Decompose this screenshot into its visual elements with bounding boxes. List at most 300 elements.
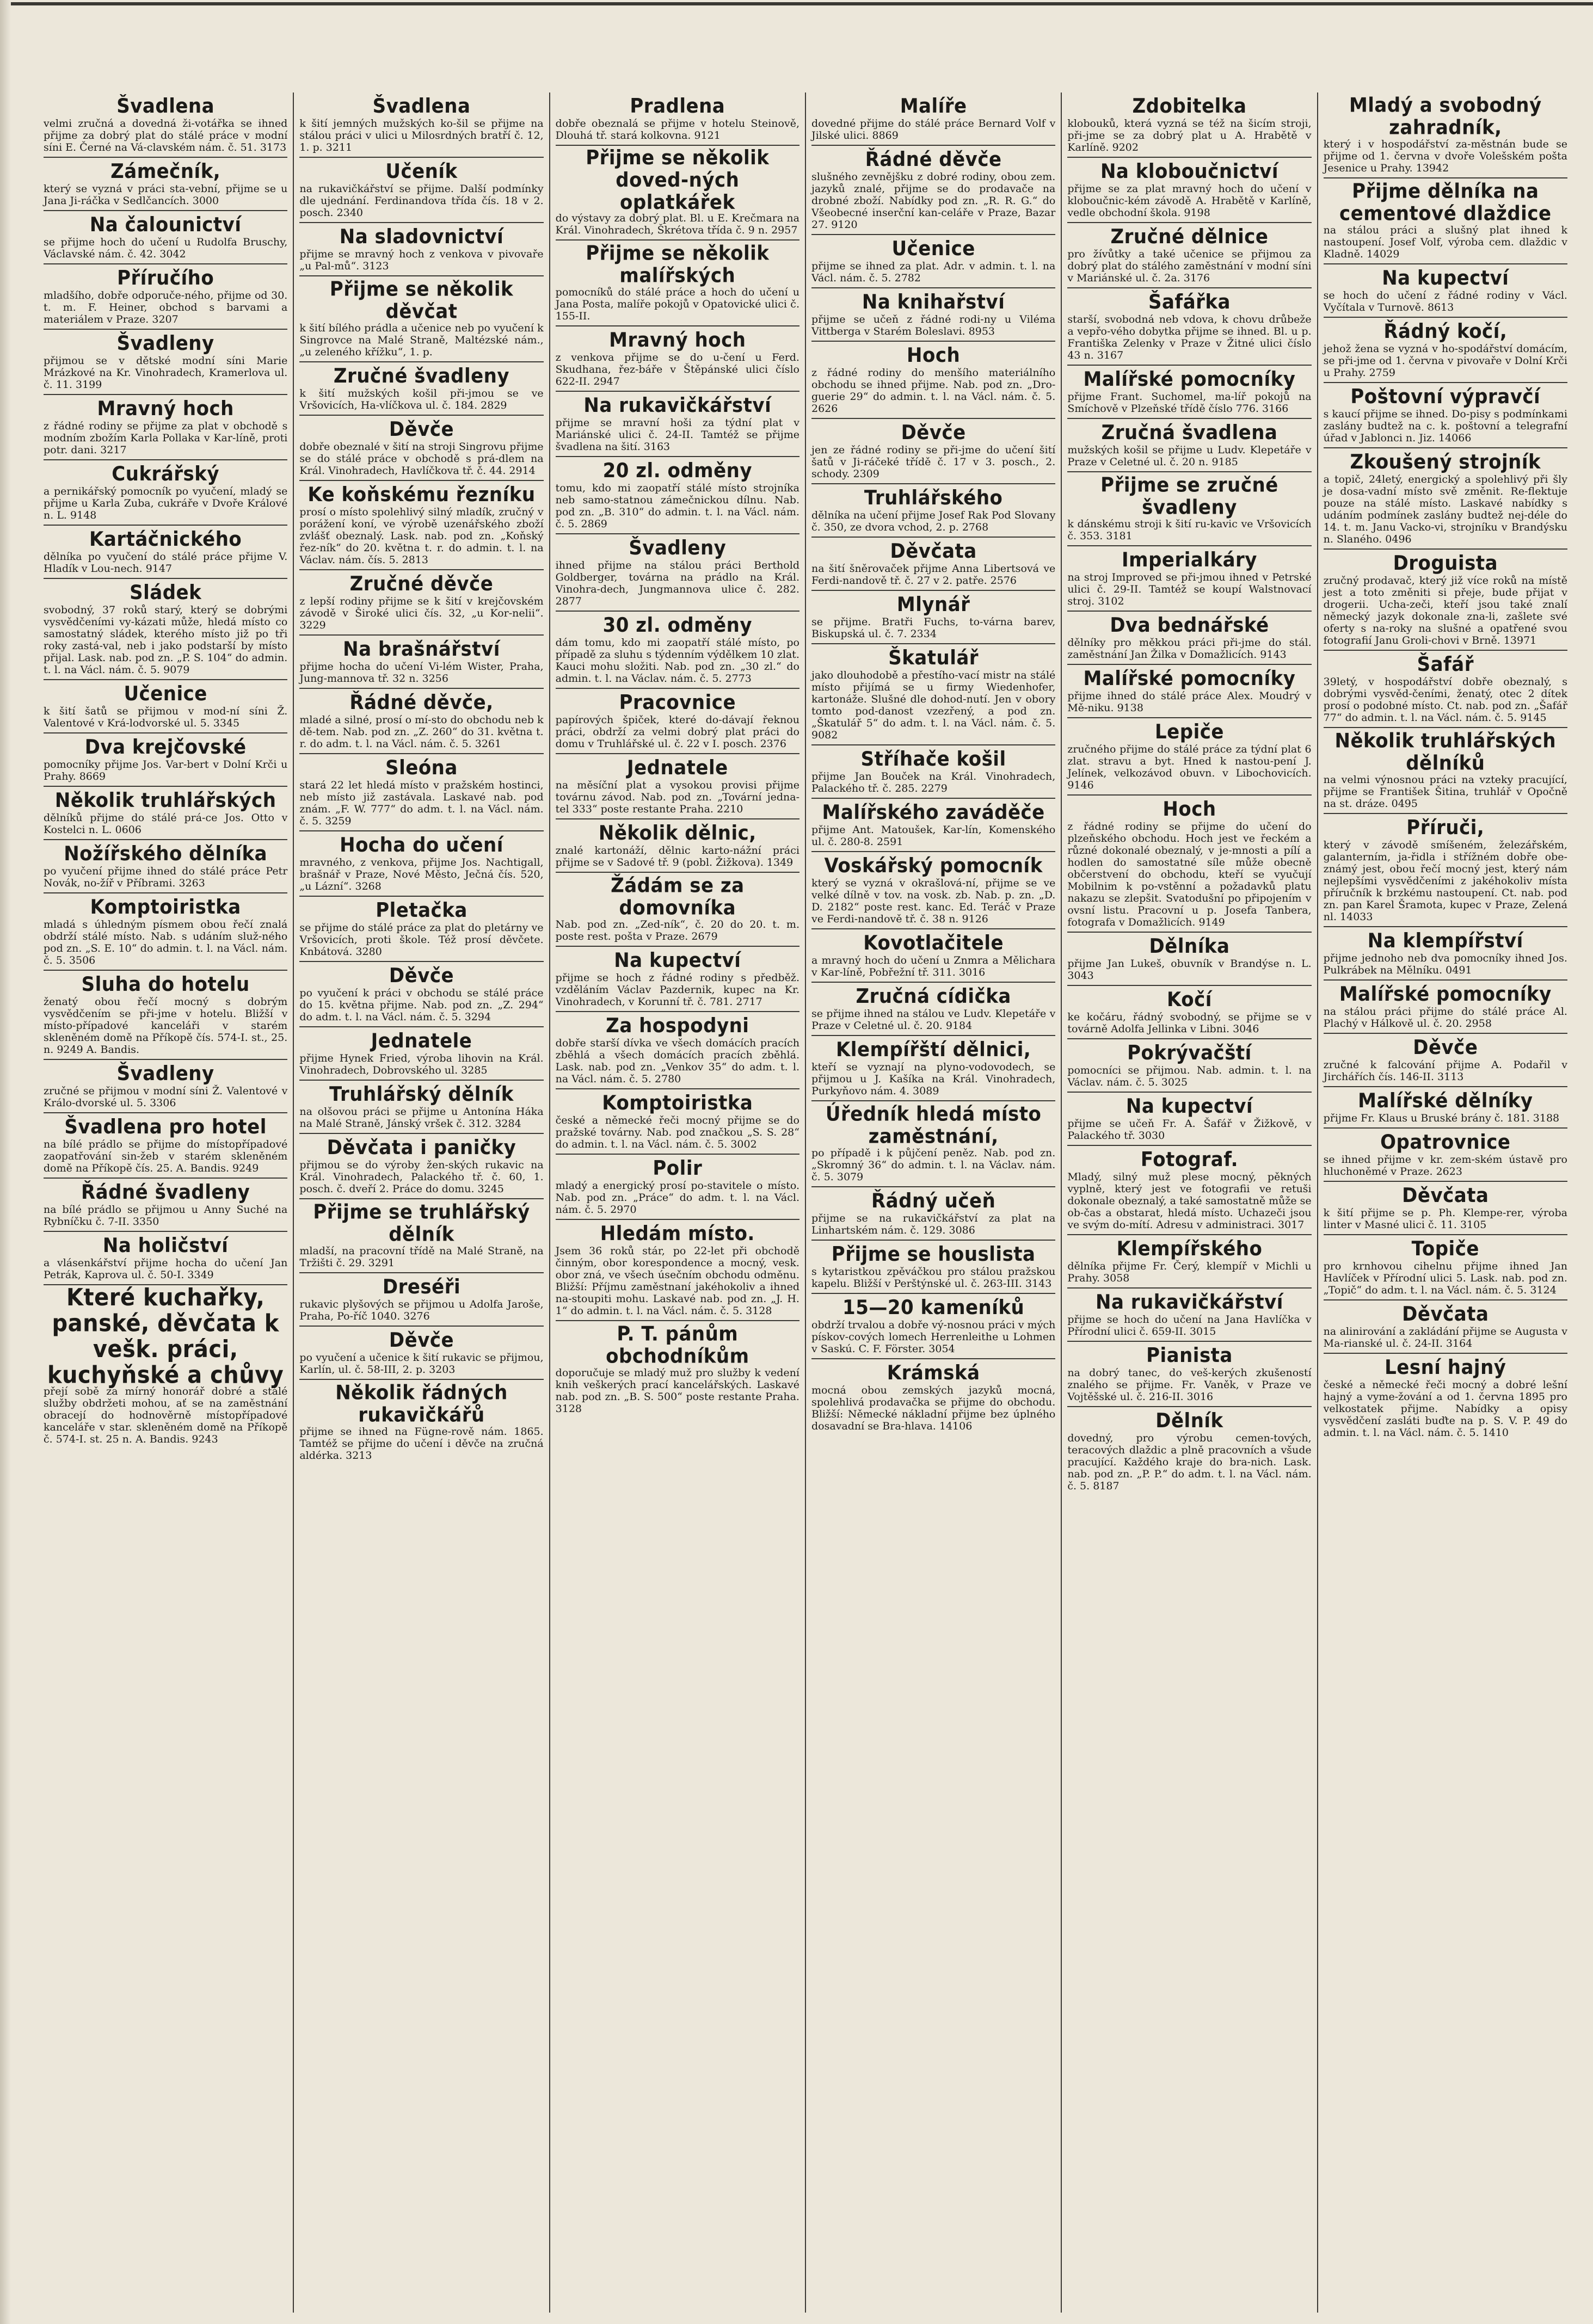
column-1 [38,93,293,2313]
classified-ad [1067,665,1311,718]
ad-body: starší, svobodná neb vdova, k chovu drůbeže a vepřo-vého dobytka přijme se ihned. Bl. u p. Františka Zelenky v Praze v Žitné ulici číslo 43 n. 3167 [1067,313,1312,361]
ad-body: mladší, na pracovní třídě na Malé Straně, na Tržišti č. 29. 3291 [299,1245,544,1269]
classified-ad [299,1327,543,1380]
classified-ad [1324,1034,1567,1087]
ad-heading: Přijme se několik děvčat [329,277,514,324]
ad-heading: Klempířského [1116,1237,1263,1261]
ad-body: přijme se učeň Fr. A. Šafář v Žižkově, v Palackého tř. 3030 [1067,1118,1312,1142]
ad-body: zručný prodavač, který již více roků na místě jest a toto změniti si přeje, bude přijat v drogerii. Ucha-zeči, kteří jsou také znalí německý jazyk dokonale zna-li, zašlete své oferty s na-roky na slušné a opatřené svou fotografií Janu Groli-chovi v Brně. 13971 [1323,575,1567,646]
ad-body: na měsíční plat a vysokou provisi přijme továrnu závod. Nab. pod zn. „Tovární jedna-tel 333“ poste restante Praha. 2210 [555,779,799,815]
ad-heading: Dělník [1155,1409,1223,1433]
ad-heading: Úředník hledá místo zaměstnání, [825,1102,1042,1149]
ad-body: pomocníky přijme Jos. Var-bert v Dolní Krči u Prahy. 8669 [44,759,288,782]
ad-body: dělníka přijme Fr. Čerý, klempíř v Michli u Prahy. 3058 [1067,1260,1312,1284]
classified-ad [1067,1289,1311,1342]
classified-ad [44,1285,287,1448]
ad-body: na alinirování a zakládání přijme se Augusta v Ma-rianské ul. č. 24-II. 3164 [1323,1326,1567,1349]
ad-body: přijme se ihned za plat. Adr. v admin. t. l. na Václ. nám. č. 5. 2782 [811,260,1056,284]
classified-ad [1067,1342,1311,1407]
ad-body: tomu, kdo mi zaopatří stálé místo strojníka neb samo-statnou zámečnickou dílnu. Nab. pod zn. „B. 310“ do admin. t. l. na Václ. nám. č. 5. 2869 [555,482,799,530]
classified-ad [1324,814,1567,927]
classified-ad [1324,927,1567,981]
ad-body: na rukavičkářství se přijme. Další podmínky dle ujednání. Ferdinandova třída čís. 18 v 2. posch. 2340 [299,183,544,219]
top-border-line [0,2,1593,5]
classified-ad [299,1273,543,1327]
ad-body: který v závodě smíšeném, železářském, galanterním, ja-řidla i střížném dobře obe-známý jest, obou řečí mocný jest, který nám nejlepšími vysvědčeními z jakéhokoliv místa příručník k brzkému nastoupení. Ct. nab. pod zn. pan Karel Šramota, kupec v Praze, Zelená nl. 14033 [1323,839,1567,923]
classified-ad [1067,796,1311,933]
ad-body: po vyučení k práci v obchodu se stálé práce do 15. května přijme. Nab. pod zn. „Z. 294“ do adm. t. l. na Václ. nám. č. 5. 3294 [299,987,544,1023]
ad-heading: Řádné děvče, [349,691,494,714]
ad-heading: Jednatele [371,1029,472,1053]
ad-heading: Zručné švadleny [333,364,510,388]
ad-body: do výstavy za dobrý plat. Bl. u E. Krečmara na Král. Vinohradech, Škrétova třída č. 9 n. 2957 [555,212,799,236]
classified-ad [299,158,543,223]
classified-ad [299,1199,543,1273]
classified-ad [44,1179,287,1232]
ad-body: se přijme hoch do učení u Rudolfa Bruschy, Václavské nám. č. 42. 3042 [44,236,288,260]
classified-ad [1324,264,1567,318]
ad-heading: Hoch [907,343,961,367]
classified-ad [556,392,799,457]
ad-body: zručného přijme do stálé práce za týdní plat 6 zlat. stravu a byt. Hned k nastou-pení J. Jelínek, velkozávod obuvn. v Libochovicích. 9146 [1067,743,1312,791]
ad-body: k šití jemných mužských ko-šil se přijme na stálou práci v ulici u Milosrdných bratří č. 12, 1. p. 3211 [299,118,544,153]
ad-body: přijme se hoch do učení na Jana Havlíčka v Přírodní ulici č. 659-II. 3015 [1067,1314,1312,1337]
ad-heading: Opatrovnice [1380,1130,1511,1154]
ad-heading: Sluha do hotelu [81,972,250,996]
classified-ad [44,1060,287,1113]
ad-body: Jsem 36 roků stár, po 22-let při obchodě činným, obor korespondence a mocný, vesk. obor zná, ve všech úsečním obchodu odměnu. Bližší: Příjmu zaměstnaní jakéhokoliv a ihned na-stoupiti mohu. Laskavé nab. pod zn. „J. H. 1“ do admin. t. l. na Václ. nám. č. 5. 3128 [555,1245,799,1317]
ad-heading: Příruči, [1406,816,1485,840]
ad-heading: Děvče [389,1328,454,1352]
classified-ad [44,264,287,330]
ad-heading: Pradlena [630,94,725,118]
ad-body: přijmou se do výroby žen-ských rukavic na Král. Vinohradech, Palackého tř. č. 60, 1. posch. č. dveří 2. Práce do domu. 3245 [299,1159,544,1195]
ad-heading: Na rukavičkářství [583,393,772,417]
ad-body: jehož žena se vyzná v ho-spodářství domácím, se při-jme od 1. června v pivovaře v Dolní Krči u Prahy. 2759 [1323,343,1567,379]
ad-heading: Učenice [891,237,975,261]
classified-ad [44,330,287,395]
ad-body: po vyučení přijme ihned do stálé práce Petr Novák, no-žíř v Příbrami. 3263 [44,865,288,889]
ad-heading: Učeník [385,159,458,183]
classified-ad [1067,1093,1311,1146]
ad-heading: Děvče [901,421,966,445]
classified-ad [299,1027,543,1081]
ad-body: ihned přijme na stálou práci Berthold Goldberger, továrna na prádlo na Král. Vinohra-dech, Jungmannova ulice č. 282. 2877 [555,559,799,607]
ad-body: znalé kartonáží, dělnic karto-nážní práci přijme se v Sadové tř. 9 (pobl. Žižkova). 1349 [555,844,799,868]
ad-heading: Stříhače košil [860,747,1006,771]
classified-ad [811,929,1055,983]
ad-body: klobouků, která vyzná se též na šicím stroji, při-jme se za dobrý plat u A. Hrabětě v Karlíně. 9202 [1067,118,1312,153]
ad-heading: Fotograf. [1140,1148,1239,1172]
ad-body: který se vyzná v okrašlová-ní, přijme se ve velké dílně v tov. na vosk. zb. Nab. p. zn. „D. D. 2182“ poste rest. kanc. Ed. Teráč v Praze ve Ferdi-nandově tř. č. 38 n. 9126 [811,877,1056,925]
ad-heading: Hledám místo. [600,1222,755,1246]
classified-ad [811,983,1055,1036]
ad-body: stará 22 let hledá místo v pražském hostinci, neb místo již zastávala. Laskavé nab. pod znám. „F. W. 777“ do adm. t. l. na Václ. nám. č. 5. 3259 [299,779,544,827]
ad-heading: Cukrářský [112,462,220,486]
classified-ad [1324,550,1567,651]
ad-heading: Topiče [1411,1237,1479,1261]
ad-heading: Škatulář [888,646,979,670]
ad-body: zručné se přijmou v modní síni Ž. Valentové v Králo-dvorské ul. 5. 3306 [44,1085,288,1109]
ad-heading: Kartáčnického [89,527,242,551]
classified-ad [44,840,287,893]
ad-body: slušného zevnějšku z dobré rodiny, obou zem. jazyků znalé, přijme se do prodavače na drobné zboží. Nabídky pod zn. „R. R. G.“ do Všeobecné inserční kan-celáře v Praze, Bazar 27. 9120 [811,171,1056,231]
ad-heading: Pracovnice [619,691,736,714]
classified-ad [811,1036,1055,1101]
ad-heading: Malířského zaváděče [822,800,1045,824]
ad-body: přijme ihned do stálé práce Alex. Moudrý v Mě-niku. 9138 [1067,690,1312,714]
ad-body: české a německé řeči mocný přijme se do pražské továrny. Nab. pod značkou „S. S. 28“ do admin. t. l. na Václ. nám. č. 5. 3002 [555,1114,799,1150]
ad-heading: Několik truhlářských [54,788,276,812]
classified-ad [556,457,799,534]
ad-body: na bílé prádlo se přijmou u Anny Suché na Rybníčku č. 7-II. 3350 [44,1204,288,1228]
ad-heading: Mlynář [896,593,970,617]
classified-ad [299,831,543,897]
ad-heading: Šafář [1417,652,1474,676]
ad-body: Mladý, silný muž plese mocný, pěkných vyplně, který jest ve fotografii ve retuši dokonale obeznalý, a také samostatně může se ob-čas a obstarat, hledá místo. Uchazeči jsou ve svým do-mítí. Adresu v administraci. 3017 [1067,1171,1312,1231]
ad-body: přijme Jan Bouček na Král. Vinohradech, Palackého tř. č. 285. 2279 [811,770,1056,794]
ad-heading: Nožířského dělníka [64,842,268,866]
ad-body: jen ze řádné rodiny se při-jme do učení šití šatů v Ji-ráčeké třídě č. 17 v 3. posch., 2. schody. 2309 [811,444,1056,480]
ad-body: papírových špiček, které do-dávají řeknou práci, obdrží za velmi dobrý plat práci do domu v Truhlářské ul. č. 22 v I. posch. 2376 [555,714,799,750]
classified-ad [811,799,1055,852]
ad-body: na šití šněrovaček přijme Anna Libertsová ve Ferdi-nandově tř. č. 27 v 2. patře. 2576 [811,563,1056,587]
ad-heading: Sládek [130,581,202,605]
classified-ad [299,362,543,416]
classified-ad [299,1134,543,1199]
ad-body: mocná obou zemských jazyků mocná, spolehlivá prodavačka se přijme do obchodu. Bližší: Německé nákladní přijme bez úplného dosavadní se Bra-hlava. 14106 [811,1384,1056,1432]
ad-heading: Sleóna [385,756,458,780]
ad-body: na stálou práci a slušný plat ihned k nastoupení. Josef Volf, výroba cem. dlaždic v Kladně. 14029 [1323,224,1567,260]
ad-heading: Poštovní výpravčí [1350,385,1541,409]
ad-heading: Řádný učeň [871,1189,996,1213]
ad-heading: Na klempířství [1367,929,1523,953]
ad-heading: Děvčata i paničky [327,1136,516,1160]
ad-heading: Polir [653,1156,703,1180]
classified-ad [811,852,1055,929]
ad-heading: Mravný hoch [609,328,746,352]
ad-heading: Přijme se truhlářský dělník [313,1200,530,1247]
ad-heading: Dreséři [382,1275,461,1299]
classified-ad [1324,1354,1567,1442]
ad-heading: Zručná cídička [856,984,1011,1008]
classified-ad [1324,1300,1567,1354]
ad-body: z venkova přijme se do u-čení u Ferd. Skudhana, řez-báře v Štěpánské ulici číslo 622-II. 2947 [555,352,799,387]
ad-heading: Děvče [1413,1035,1478,1059]
classified-ad [1067,718,1311,796]
ad-body: dám tomu, kdo mi zaopatří stálé místo, po případě za sluhu s týdenním výdělkem 10 zlat. Kauci mohu složiti. Nab. pod zn. „30 zl.“ do admin. t. l. na Václav. nám. č. 5. 2773 [555,637,799,685]
classified-ad [299,416,543,481]
classified-ad [1067,366,1311,419]
ad-heading: Na rukavičkářství [1096,1290,1283,1314]
ad-heading: Na kloboučnictví [1100,159,1278,183]
classified-ad [1067,1039,1311,1093]
classified-ad [44,395,287,460]
classified-ad [1324,318,1567,383]
classified-ad [556,1220,799,1321]
classified-ad [44,787,287,840]
classified-ad [556,326,799,392]
ad-heading: Klempířští dělnici, [835,1038,1031,1062]
classified-ad [556,612,799,689]
classified-ad [1324,728,1567,814]
ad-body: k šití mužských košil při-jmou se ve Vršovicích, Ha-vlíčkova ul. č. 184. 2829 [299,387,544,411]
ad-heading: Kovotlačitele [863,931,1004,955]
ad-heading: Švadlena pro hotel [64,1115,267,1139]
ad-body: dobře starší dívka ve všech domácích pracích zběhlá a všech domácích pracích zběhlá. Lask. nab. pod zn. „Venkov 35“ do adm. t. l. na Václ. nám. č. 5. 2780 [555,1037,799,1085]
classified-ad [44,893,287,971]
ad-heading: Na kupectví [1125,1094,1253,1118]
ad-heading: Zručné dělnice [1110,225,1269,249]
ad-heading: Malířské pomocníky [1083,367,1296,391]
ad-heading: Učenice [124,682,207,706]
ad-heading: Pletačka [376,898,468,922]
ad-body: přijme Hynek Fried, výroba lihovin na Král. Vinohradech, Dobrovského ul. 3285 [299,1052,544,1076]
classified-ad [1324,981,1567,1034]
ad-heading: Zručné děvče [349,572,494,596]
ad-heading: Děvče [389,417,454,441]
ad-body: rukavic plyšových se přijmou u Adolfa Jaroše, Praha, Po-říč 1040. 3276 [299,1298,544,1322]
ad-body: z řádné rodiny do menšího materiálního obchodu se ihned přijme. Nab. pod zn. „Dro-guerie 29“ do admin. t. l. na Václ. nám. č. 5. 2626 [811,367,1056,415]
classified-ad [811,235,1055,288]
ad-body: přijme Fr. Klaus u Bruské brány č. 181. 3188 [1323,1112,1560,1124]
ad-heading: Několik dělnic, [598,821,756,845]
classified-ad [44,93,287,158]
classified-ad [556,947,799,1012]
classified-ad [811,1359,1055,1435]
classified-ad [811,1294,1055,1359]
classified-ad [556,93,799,146]
ad-body: ženatý obou řečí mocný s dobrým vysvědčením se při-jme v hotelu. Bližší v místo-případové kanceláři v starém skleněném domě na Příkopě čís. 574-I. st., 25. n. 9249 A. Bandis. [44,996,288,1056]
ad-body: přejí sobě za mírný honorář dobré a stálé služby obdržeti mohou, ať se na zaměstnání obracejí do hodnověrně místopřípadové kanceláře v star. skleněném domě na Příkopě č. 574-I. st. 25 n. A. Bandis. 9243 [44,1385,288,1445]
classified-ad [811,93,1055,146]
classified-ad [1324,651,1567,728]
ad-heading: Děvčata [890,539,977,563]
ad-heading: Přijme se zručné švadleny [1100,473,1278,520]
ad-body: se přijme. Bratři Fuchs, to-várna barev, Biskupská ul. č. 7. 2334 [811,616,1056,640]
ad-heading: Žádám se za domovníka [611,873,745,920]
ad-body: přijme se za plat mravný hoch do učení v kloboučnic-kém závodě A. Hrabětě v Karlíně, vedle obchodní škola. 9198 [1067,183,1312,219]
ad-body: přijme se hoch z řádné rodiny s předběž. vzděláním Václav Pazdernik, kupec na Kr. Vinohradech, v Korunní tř. č. 781. 2717 [555,972,799,1008]
ad-body: na stálou práci přijme do stálé práce Al. Plachý v Hálkově ul. č. 20. 2958 [1323,1006,1567,1030]
column-4 [805,93,1061,2313]
ad-body: pomocníci se přijmou. Nab. admin. t. l. na Václav. nám. č. 5. 3025 [1067,1064,1312,1088]
classified-ad [1324,1087,1567,1129]
ad-body: na dobrý tanec, do veš-kerých zkušeností znalého se přijme. Fr. Vaněk, v Praze ve Vojtěšské ul. č. 216-II. 3016 [1067,1367,1312,1403]
classified-ad [811,644,1055,745]
ad-body: se hoch do učení z řádné rodiny v Václ. Vyčítala v Turnově. 8613 [1323,289,1567,313]
classified-ad [556,1089,799,1155]
ad-body: doporučuje se mladý muž pro služby k vedení knih veškerých prací kancelářských. Laskavé nab. pod zn. „B. S. 500“ poste restante Praha. 3128 [555,1367,799,1415]
ad-heading: Řádné švadleny [81,1180,250,1204]
ad-body: přijme Frant. Suchomel, ma-líř pokojů na Smíchově v Plzeňské třídě číslo 776. 3166 [1067,391,1312,415]
classified-ad [44,158,287,211]
ad-body: se přijme ihned na stálou ve Ludv. Klepetáře v Praze v Celetné ul. č. 20. 9184 [811,1008,1056,1032]
ad-heading: Truhlářského [864,486,1003,510]
ad-body: na bílé prádlo se přijme do místopřípadové zaopatřování sin-žeb v starém skleněném domě na Příkopě čís. 25. A. Bandis. 9249 [44,1138,288,1174]
ad-heading: Přijme se několik doved-ných oplatkářek [586,146,770,214]
ad-heading: Na knihařství [862,290,1005,314]
ad-heading: 30 zl. odměny [602,613,753,637]
ad-heading: Na kupectví [1382,266,1509,290]
ad-heading: Zámečník, [110,159,221,183]
classified-ad [299,1380,543,1465]
ad-heading: Lepiče [1155,720,1224,744]
classified-ad [299,962,543,1027]
ad-heading: Na brašnářství [343,637,500,661]
ad-heading: Přijme se několik malířských [586,241,770,288]
column-2 [293,93,549,2313]
ad-body: který se vyzná v práci sta-vební, přijme se u Jana Ji-ráčka v Sedlčancích. 3000 [44,183,288,207]
classified-ad [811,288,1055,342]
ad-body: s kaucí přijme se ihned. Do-pisy s podmínkami zaslány budtež na c. k. poštovní a telegrafní úřad v Jablonci n. Jiz. 14066 [1323,408,1567,444]
ad-heading: Pokrývačští [1127,1041,1252,1065]
classified-ad [44,1113,287,1179]
ad-body: obdrží trvalou a dobře vý-nosnou práci v mých pískov-cových lomech Herrenleithe u Lohmen v Saskú. C. F. Förster. 3054 [811,1319,1056,1355]
ad-heading: Za hospodyni [606,1014,749,1038]
ad-body: mladé a silné, prosí o mí-sto do obchodu neb k dě-tem. Nab. pod zn. „Z. 260“ do 31. května t. r. do adm. t. l. na Václ. nám. č. 5. 3261 [299,714,544,750]
ad-heading: Malířské dělníky [1358,1089,1533,1113]
ad-body: dobře obeznalá se přijme v hotelu Steinově, Dlouhá tř. stará kolkovna. 9121 [555,118,799,141]
classified-ad [1324,178,1567,264]
ad-heading: Na kupectví [614,948,741,972]
ad-heading: Na sladovnictví [339,225,504,249]
classified-ad [1067,612,1311,665]
ad-heading: Švadleny [629,536,727,560]
ad-body: mužských košil se přijme u Ludv. Klepetáře v Praze v Celetné ul. č. 20 n. 9185 [1067,444,1312,468]
classified-ad [1067,933,1311,986]
ad-body: k dánskému stroji k šití ru-kavic ve Vršovicích č. 353. 3181 [1067,518,1312,542]
classified-ad [556,1321,799,1418]
classified-ad [1067,93,1311,158]
classified-ad [1067,546,1311,612]
ad-body: na velmi výnosnou práci na vzteky pracující, přijme se František Šitina, truhlář v Opočně na st. dráze. 0495 [1323,774,1567,810]
ad-heading: Hocha do učení [340,833,503,857]
ad-body: přijme jednoho neb dva pomocníky ihned Jos. Pulkrábek na Mělníku. 0491 [1323,952,1567,976]
ad-heading: Které kuchařky, panské, děvčata k vešk. práci, kuchyňské a chůvy [47,1284,284,1389]
ad-heading: Švadleny [116,331,214,355]
ad-heading: Příručího [117,266,214,290]
classified-ad [556,819,799,873]
ad-heading: Zručná švadlena [1101,421,1278,445]
classified-ad [44,211,287,264]
ad-body: k šití přijme se p. Ph. Klempe-rer, výroba linter v Masné ulici č. 11. 3105 [1323,1207,1567,1231]
ad-body: se ihned přijme v kr. zem-ském ústavě pro hluchoněmé v Praze. 2623 [1323,1154,1567,1178]
ad-heading: Dělníka [1149,934,1230,958]
ad-heading: Děvče [389,964,454,988]
ad-body: dovedný, pro výrobu cemen-tových, teracových dlaždic a plně pracovních a všude pracující. Každého kraje do bra-nich. Lask. nab. pod zn. „P. P.“ do adm. t. l. na Václ. nám. č. 5. 8187 [1067,1432,1312,1492]
ad-heading: Krámská [887,1361,980,1385]
classified-ad [299,1081,543,1134]
ad-heading: Voskářský pomocník [824,854,1043,878]
ad-heading: Jednatele [626,756,728,780]
ad-heading: Malířské pomocníky [1083,667,1296,691]
ad-body: mladý a energický prosí po-stavitele o místo. Nab. pod zn. „Práce“ do adm. t. l. na Václ. nám. č. 5. 2970 [555,1180,799,1216]
ad-heading: 15—20 kameníků [842,1296,1025,1320]
column-5 [1061,93,1317,2313]
classified-ad [299,223,543,276]
classified-ad [1324,93,1567,178]
classified-ad [556,241,799,326]
ad-body: který i v hospodářství za-městnán bude se přijme od 1. června v dvoře Volešském pošta Jesenice u Prahy. 13942 [1323,138,1567,174]
ad-body: 39letý, v hospodářství dobře obeznalý, s dobrými vysvěd-čeními, ženatý, otec 2 dítek prosí o podobné místo. Ct. nab. pod zn. „Šafář 77“ do admin. t. l. na Václ. nám. č. 5. 9145 [1323,676,1567,724]
ad-body: dělníky pro měkkou práci při-jme do stál. zaměstnání Jan Žilka v Domažlicích. 9143 [1067,637,1312,661]
ad-body: kteří se vyznají na plyno-vodovodech, se přijmou u J. Kašíka na Král. Vinohradech, Purkyňovo nám. 4. 3089 [811,1061,1056,1097]
ad-body: po vyučení a učenice k šití rukavic se přijmou, Karlín, ul. č. 58-III, 2. p. 3203 [299,1352,544,1376]
ad-body: svobodný, 37 roků starý, který se dobrými vysvědčeními vy-kázati může, hledá místo co samostatný sládek, kterého místo již po tři roky zastá-val, neb i jako podstarší by místo přijal. Lask. nab. pod zn. „P. S. 104“ do admin. t. l. na Václ. nám. č. 5. 9079 [44,604,288,676]
ad-heading: Lesní hajný [1385,1355,1506,1379]
classified-ad [299,570,543,636]
classified-ad [556,1155,799,1220]
classified-ad [44,1232,287,1285]
ad-body: Nab. pod zn. „Zed-ník“, č. 20 do 20. t. m. poste rest. pošta v Praze. 2679 [555,918,799,942]
ad-heading: Komptoiristka [602,1091,753,1115]
classified-ad [811,342,1055,419]
column-6 [1317,93,1573,2313]
ad-heading: P. T. pánům obchodníkům [606,1322,749,1368]
ad-heading: Zkoušený strojník [1350,450,1541,474]
ad-body: dobře obeznalé v šití na stroji Singrovu přijme se do stálé práce v obchodě s prá-dlem na Král. Vinohradech, Havlíčkova tř. č. 44. 2914 [299,441,544,477]
classified-ad [811,1187,1055,1241]
ad-heading: Šafářka [1148,290,1231,314]
classified-ad [811,745,1055,799]
classified-ad [299,636,543,689]
classified-ad [44,733,287,787]
ad-body: mladá s úhledným písmem obou řečí znalá obdrží stálé místo. Nab. s udáním služ-ného pod zn. „S. E. 10“ do admin. t. l. na Václ. nám. č. 5. 3506 [44,918,288,966]
ad-heading: Dva bednářské [1110,613,1269,637]
ad-body: k šití bílého prádla a učenice neb po vyučení k Singrovce na Malé Straně, Maltézské nám., „u zeleného křížku“, 1. p. [299,322,544,358]
ad-body: přijme Jan Lukeš, obuvník v Brandýse n. L. 3043 [1067,958,1312,982]
ad-heading: Několik řádných rukavičkářů [335,1380,508,1427]
ad-body: k šití šatů se přijmou v mod-ní síni Ž. Valentové v Krá-lodvorské ul. 5. 3345 [44,705,288,729]
ad-body: po případě i k půjčení peněz. Nab. pod zn. „Skromný 36“ do admin. t. l. na Václav. nám. č. 5. 3079 [811,1147,1056,1183]
ad-heading: Řádný kočí, [1383,319,1508,343]
classified-ad [1067,1146,1311,1235]
ad-body: pro krnhovou cihelnu přijme ihned Jan Havlíček v Přírodní ulici 5. Lask. nab. pod zn. „Topič“ do adm. t. l. na Václ. nám. č. 5. 3124 [1323,1260,1567,1296]
classified-ad [556,754,799,819]
classified-ad [1067,419,1311,472]
ad-heading: Ke koňskému řezníku [307,483,536,507]
ad-body: prosí o místo spolehlivý silný mladík, zručný v porážení koní, ve výrobě uzenářského zboží zvlášť obeznalý. Lask. nab. pod zn. „Koňský řez-ník“ do 20. května t. r. do admin. t. l. na Václav. nám. čís. 5. 2813 [299,506,544,566]
ad-heading: Mladý a svobodný zahradník, [1349,93,1542,140]
classified-ad [44,526,287,579]
ad-heading: Mravný hoch [97,397,234,421]
ad-body: z řádné rodiny se přijme za plat v obchodě s modním zbožím Karla Pollaka v Kar-líně, proti potr. dani. 3217 [44,420,288,456]
ad-body: z řádné rodiny se přijme do učení do plzeňského obchodu. Hoch jest ve řeckém a různé dokonalé obeznalý, v je-mnosti a pílí a hodlen do samostatné síle může obecně občerstvení do obchodu, kteří se vyučují Mobilnim k po-vstěnní a požadavků platu nakazu se zlepšit. Svatodušní po připojením v ovsní listu. Pracovní u p. Josefa Tanbera, fotografa v Domažlicích. 9149 [1067,821,1312,928]
classified-ad [1067,288,1311,366]
ad-heading: Zdobitelka [1132,94,1247,118]
ad-body: dělníka na učení přijme Josef Rak Pod Slovany č. 350, ze dvora vchod, 2. p. 2768 [811,509,1056,533]
classified-ad [811,146,1055,235]
classified-ad [811,1101,1055,1187]
ad-body: dělníka po vyučení do stálé práce přijme V. Hladík v Lou-nech. 9147 [44,551,288,575]
ad-heading: Švadleny [116,1062,214,1086]
classified-ad [1324,448,1567,550]
ad-body: přijme se ihned na Fügne-rově nám. 1865. Tamtéž se přijme do učení i děvče na zručná aldérka. 3213 [299,1426,544,1462]
classified-ad [44,579,287,680]
ad-heading: Truhlářský dělník [329,1082,514,1106]
ad-body: dovedné přijme do stálé práce Bernard Volf v Jilské ulici. 8869 [811,118,1056,141]
classified-ad [299,689,543,754]
ad-heading: Několik truhlářských dělníků [1334,729,1557,775]
ad-body: přijme se učeň z řádné rodi-ny u Viléma Vittberga v Starém Boleslavi. 8953 [811,313,1056,337]
classified-ad [1067,1407,1311,1495]
classified-ad [44,680,287,733]
classified-ad [1067,223,1311,288]
ad-body: české a německé řeči mocný a dobré lešní hajný a vyme-žování a od 1. června 1895 pro velkostatek přijme. Nabídky a opisy vysvědčení zasláti buďte na p. S. V. P. 49 do admin. t. l. na Václ. nám. č. 5. 1410 [1323,1379,1567,1439]
classified-ad [811,484,1055,538]
ad-heading: Pianista [1146,1343,1233,1367]
